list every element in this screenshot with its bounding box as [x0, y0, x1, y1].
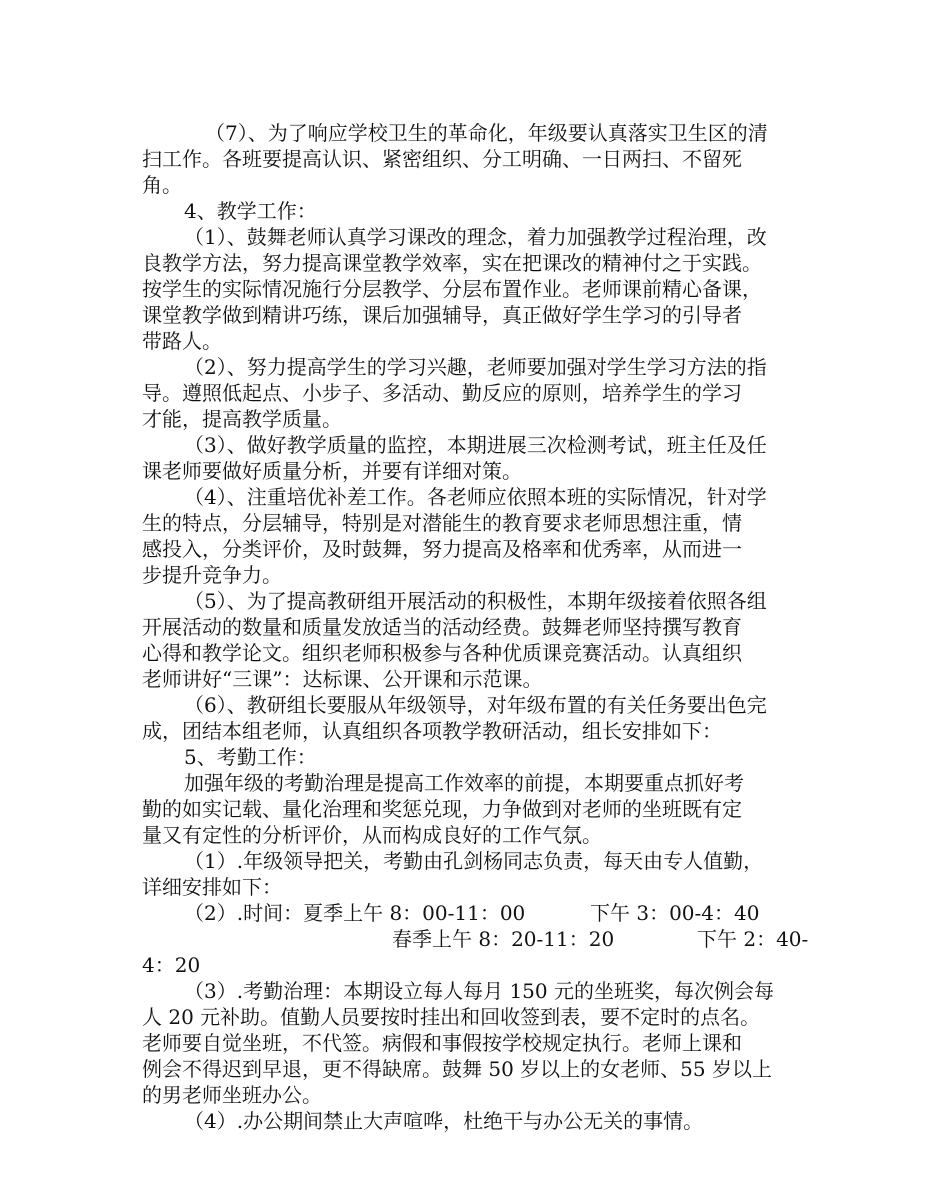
text-line: 人 20 元补助。值勤人员要按时挂出和回收签到表，要不定时的点名。	[142, 1005, 761, 1029]
text-line: （2）、努力提高学生的学习兴趣，老师要加强对学生学习方法的指	[184, 355, 767, 379]
text-line: 的男老师坐班办公。	[142, 1083, 322, 1107]
text-line: 带路人。	[142, 329, 222, 353]
text-line: 例会不得迟到早退，更不得缺席。鼓舞 50 岁以上的女老师、55 岁以上	[142, 1057, 772, 1081]
text-line: （5）、为了提高教研组开展活动的积极性，本期年级接着依照各组	[184, 589, 767, 613]
schedule-spring-afternoon-end: 4：20	[142, 953, 201, 977]
text-line: 良教学方法，努力提高课堂教学效率，实在把课改的精神付之于实践。	[142, 251, 762, 275]
text-line: 感投入，分类评价，及时鼓舞，努力提高及格率和优秀率，从而进一	[142, 537, 742, 561]
schedule-summer-morning: （2）.时间：夏季上午 8：00-11：00	[184, 901, 526, 925]
text-line: 才能，提高教学质量。	[142, 407, 342, 431]
text-line: （3）、做好教学质量的监控，本期进展三次检测考试，班主任及任	[184, 433, 767, 457]
text-line: （1）、鼓舞老师认真学习课改的理念，着力加强教学过程治理，改	[184, 225, 767, 249]
text-line: 老师讲好“三课”：达标课、公开课和示范课。	[142, 667, 543, 691]
text-line: 角。	[142, 173, 182, 197]
text-line: （4）、注重培优补差工作。各老师应依照本班的实际情况，针对学	[184, 485, 767, 509]
schedule-spring-afternoon: 下午 2：40-	[697, 927, 809, 951]
text-line: 课老师要做好质量分析，并要有详细对策。	[142, 459, 522, 483]
text-line: 详细安排如下：	[142, 875, 282, 899]
text-line: 加强年级的考勤治理是提高工作效率的前提，本期要重点抓好考	[184, 771, 744, 795]
text-line: 量又有定性的分析评价，从而构成良好的工作气氛。	[142, 823, 602, 847]
text-line: （7）、为了响应学校卫生的革命化，年级要认真落实卫生区的清	[205, 121, 768, 145]
text-line: 导。遵照低起点、小步子、多活动、勤反应的原则，培养学生的学习	[142, 381, 742, 405]
text-line: 扫工作。各班要提高认识、紧密组织、分工明确、一日两扫、不留死	[142, 147, 742, 171]
text-line: 老师要自觉坐班，不代签。病假和事假按学校规定执行。老师上课和	[142, 1031, 742, 1055]
text-line: 心得和教学论文。组织老师积极参与各种优质课竞赛活动。认真组织	[142, 641, 742, 665]
text-line: 成，团结本组老师，认真组织各项教学教研活动，组长安排如下：	[142, 719, 722, 743]
text-line: 按学生的实际情况施行分层教学、分层布置作业。老师课前精心备课，	[142, 277, 762, 301]
text-line: 勤的如实记载、量化治理和奖惩兑现，力争做到对老师的坐班既有定	[142, 797, 742, 821]
text-line: （3）.考勤治理：本期设立每人每月 150 元的坐班奖，每次例会每	[184, 979, 774, 1003]
section-heading: 4、教学工作：	[184, 199, 317, 223]
text-line: （4）.办公期间禁止大声喧哗，杜绝干与办公无关的事情。	[184, 1109, 704, 1133]
section-heading: 5、考勤工作：	[184, 745, 317, 769]
text-line: 课堂教学做到精讲巧练，课后加强辅导，真正做好学生学习的引导者	[142, 303, 742, 327]
text-line: 步提升竞争力。	[142, 563, 282, 587]
schedule-spring-morning: 春季上午 8：20-11：20	[392, 927, 615, 951]
text-line: （1）.年级领导把关，考勤由孔剑杨同志负责，每天由专人值勤，	[184, 849, 764, 873]
text-line: （6）、教研组长要服从年级领导，对年级布置的有关任务要出色完	[184, 693, 767, 717]
schedule-summer-afternoon: 下午 3：00-4：40	[590, 901, 760, 925]
text-line: 生的特点，分层辅导，特别是对潜能生的教育要求老师思想注重，情	[142, 511, 742, 535]
text-line: 开展活动的数量和质量发放适当的活动经费。鼓舞老师坚持撰写教育	[142, 615, 742, 639]
